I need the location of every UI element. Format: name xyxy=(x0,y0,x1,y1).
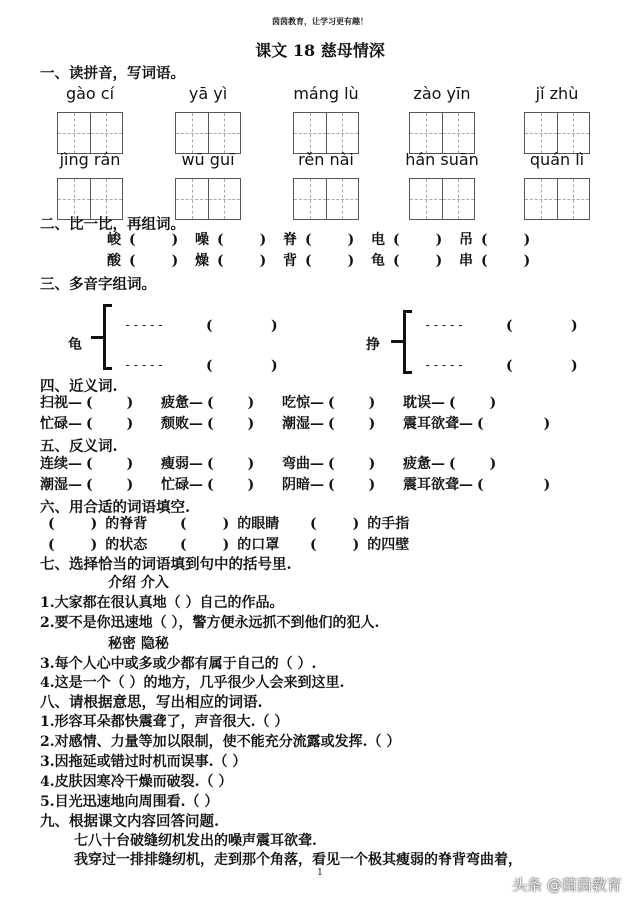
definition-item: 1.形容耳朵都快震聋了，声音很大.（ ） xyxy=(40,714,289,730)
word-item xyxy=(282,394,375,412)
close-paren: ) xyxy=(543,416,551,432)
close-paren: ) xyxy=(489,456,497,472)
writing-cell[interactable] xyxy=(58,113,91,153)
open-paren: ( xyxy=(206,358,213,374)
passage-line-2: 我穿过一排排缝纫机，走到那个角落，看见一个极其瘦弱的脊背弯曲着， xyxy=(74,852,522,868)
open-paren: ( xyxy=(180,537,187,553)
compare-char: 串 xyxy=(459,253,473,269)
writing-cell[interactable] xyxy=(327,113,359,153)
answer-blank: ----- xyxy=(124,318,166,332)
word-prompt: 瘦弱— xyxy=(161,456,203,472)
section-9-heading: 九、根据课文内容回答问题. xyxy=(40,813,220,830)
word-item xyxy=(403,455,496,473)
word-prompt: 震耳欲聋— xyxy=(403,477,473,493)
word-prompt: 疲惫— xyxy=(403,456,445,472)
close-paren: ) xyxy=(368,395,376,411)
passage-line-1: 七八十台破缝纫机发出的噪声震耳欲聋. xyxy=(74,833,317,849)
word-prompt: 忙碌— xyxy=(161,477,203,493)
word-prompt: 耽误— xyxy=(403,395,445,411)
writing-box[interactable] xyxy=(524,112,590,154)
section-7-heading: 七、选择恰当的词语填到句中的括号里. xyxy=(40,556,292,573)
compare-char: 酸 xyxy=(107,253,121,269)
pinyin-label: hán suān xyxy=(405,150,479,169)
open-paren: ( xyxy=(393,232,400,248)
writing-box[interactable] xyxy=(524,178,590,220)
open-paren: ( xyxy=(206,318,213,334)
pinyin-label: quán lì xyxy=(529,150,585,169)
open-paren: ( xyxy=(86,395,93,411)
open-paren: ( xyxy=(477,416,484,432)
pinyin-label: wū guī xyxy=(181,150,235,169)
fill-item xyxy=(48,536,147,554)
section-8-heading: 八、请根据意思，写出相应的词语. xyxy=(40,694,263,711)
close-paren: ) xyxy=(247,477,255,493)
pinyin-label: zào yīn xyxy=(413,84,471,103)
writing-box[interactable] xyxy=(409,112,475,154)
choice-words-1: 介绍 介入 xyxy=(108,575,169,591)
close-paren: ) xyxy=(171,232,179,248)
writing-cell[interactable] xyxy=(176,113,209,153)
open-paren: ( xyxy=(86,456,93,472)
open-paren: ( xyxy=(481,253,488,269)
section-2-heading: 二、比一比，再组词。 xyxy=(40,216,185,233)
open-paren: ( xyxy=(86,416,93,432)
answer-blank: ----- xyxy=(124,358,166,372)
fill-phrase: 的手指 xyxy=(367,516,410,532)
compare-item xyxy=(107,231,178,249)
writing-cell[interactable] xyxy=(443,113,475,153)
open-paren: ( xyxy=(207,477,214,493)
fill-phrase: 的口罩 xyxy=(237,537,280,553)
close-paren: ) xyxy=(347,232,355,248)
question-7-2: 2.要不是你迅速地（ ），警方便永远抓不到他们的犯人. xyxy=(40,615,380,631)
section-6-heading: 六、用合适的词语填空. xyxy=(40,499,191,516)
word-prompt: 潮湿— xyxy=(282,416,324,432)
word-item xyxy=(282,455,375,473)
open-paren: ( xyxy=(48,537,55,553)
close-paren: ) xyxy=(352,537,360,553)
writing-cell[interactable] xyxy=(209,179,241,219)
open-paren: ( xyxy=(449,395,456,411)
word-item xyxy=(161,455,254,473)
open-paren: ( xyxy=(310,516,317,532)
open-paren: ( xyxy=(310,537,317,553)
close-paren: ) xyxy=(368,456,376,472)
word-prompt: 潮湿— xyxy=(40,477,82,493)
writing-cell[interactable] xyxy=(525,179,558,219)
open-paren: ( xyxy=(305,232,312,248)
word-item xyxy=(161,394,254,412)
open-paren: ( xyxy=(328,416,335,432)
open-paren: ( xyxy=(129,253,136,269)
close-paren: ) xyxy=(368,416,376,432)
polyphone-char: 龟 xyxy=(68,337,82,353)
compare-item xyxy=(459,252,530,270)
open-paren: ( xyxy=(477,477,484,493)
close-paren: ) xyxy=(489,395,497,411)
fill-item xyxy=(180,515,279,533)
close-paren: ) xyxy=(222,516,230,532)
fill-item xyxy=(180,536,279,554)
fill-item xyxy=(310,536,409,554)
compare-char: 背 xyxy=(283,253,297,269)
section-4-heading: 四、近义词. xyxy=(40,378,118,395)
close-paren: ) xyxy=(543,477,551,493)
compare-char: 燥 xyxy=(195,253,209,269)
compare-item xyxy=(107,252,178,270)
close-paren: ) xyxy=(126,456,134,472)
fill-phrase: 的脊背 xyxy=(105,516,148,532)
compare-item xyxy=(283,252,354,270)
fill-phrase: 的眼睛 xyxy=(237,516,280,532)
open-paren: ( xyxy=(305,253,312,269)
writing-box[interactable] xyxy=(409,178,475,220)
word-item xyxy=(40,455,133,473)
definition-item: 4.皮肤因寒冷干燥而破裂.（ ） xyxy=(40,774,233,790)
pinyin-label: yā yì xyxy=(188,84,228,103)
open-paren: ( xyxy=(48,516,55,532)
bracket xyxy=(103,304,112,370)
writing-box[interactable] xyxy=(293,112,359,154)
compare-item xyxy=(283,231,354,249)
bracket-stub xyxy=(91,336,103,339)
close-paren: ) xyxy=(271,358,278,374)
close-paren: ) xyxy=(435,232,443,248)
compare-char: 吊 xyxy=(459,232,473,248)
word-item xyxy=(403,394,496,412)
close-paren: ) xyxy=(259,253,267,269)
polyphone-char: 挣 xyxy=(366,337,380,353)
close-paren: ) xyxy=(368,477,376,493)
compare-char: 电 xyxy=(371,232,385,248)
close-paren: ) xyxy=(571,358,578,374)
question-7-1: 1.大家都在很认真地（ ）自己的作品。 xyxy=(40,595,284,611)
close-paren: ) xyxy=(259,232,267,248)
word-item xyxy=(282,476,375,494)
pinyin-label: máng lù xyxy=(293,84,359,103)
open-paren: ( xyxy=(449,456,456,472)
writing-cell[interactable] xyxy=(209,113,241,153)
word-prompt: 忙碌— xyxy=(40,416,82,432)
compare-item xyxy=(195,231,266,249)
fill-phrase: 的状态 xyxy=(105,537,148,553)
answer-blank: ----- xyxy=(424,318,466,332)
open-paren: ( xyxy=(481,232,488,248)
fill-item xyxy=(48,515,147,533)
open-paren: ( xyxy=(129,232,136,248)
open-paren: ( xyxy=(217,253,224,269)
bracket xyxy=(403,310,412,374)
close-paren: ) xyxy=(90,537,98,553)
close-paren: ) xyxy=(171,253,179,269)
writing-cell[interactable] xyxy=(294,113,327,153)
definition-item: 2.对感情、力量等加以限制，使不能充分流露或发挥.（ ） xyxy=(40,734,401,750)
section-3-heading: 三、多音字组词。 xyxy=(40,276,156,293)
close-paren: ) xyxy=(271,318,278,334)
close-paren: ) xyxy=(222,537,230,553)
close-paren: ) xyxy=(126,416,134,432)
word-item xyxy=(40,394,133,412)
page-number: 1 xyxy=(317,868,323,878)
close-paren: ) xyxy=(352,516,360,532)
open-paren: ( xyxy=(506,318,513,334)
word-prompt: 扫视— xyxy=(40,395,82,411)
open-paren: ( xyxy=(328,395,335,411)
page-header: 茵茵教育，让学习更有趣！ xyxy=(272,16,368,26)
pinyin-label: rěn nài xyxy=(298,150,354,169)
compare-char: 峻 xyxy=(107,232,121,248)
close-paren: ) xyxy=(571,318,578,334)
open-paren: ( xyxy=(86,477,93,493)
close-paren: ) xyxy=(523,232,531,248)
compare-item xyxy=(371,231,442,249)
watermark: 头条 @茵茵教育 xyxy=(512,876,622,894)
compare-item xyxy=(371,252,442,270)
pinyin-label: gào cí xyxy=(65,84,115,103)
word-item xyxy=(282,415,375,433)
close-paren: ) xyxy=(435,253,443,269)
word-item xyxy=(403,476,550,494)
open-paren: ( xyxy=(506,358,513,374)
writing-cell[interactable] xyxy=(558,113,590,153)
compare-char: 脊 xyxy=(283,232,297,248)
writing-cell[interactable] xyxy=(443,179,475,219)
writing-cell[interactable] xyxy=(558,179,590,219)
writing-cell[interactable] xyxy=(327,179,359,219)
page-title: 课文 18 慈母情深 xyxy=(255,41,385,60)
pinyin-label: jìng rán xyxy=(59,150,121,169)
compare-item xyxy=(459,231,530,249)
open-paren: ( xyxy=(328,456,335,472)
writing-cell[interactable] xyxy=(410,179,443,219)
word-prompt: 连续— xyxy=(40,456,82,472)
word-prompt: 震耳欲聋— xyxy=(403,416,473,432)
open-paren: ( xyxy=(328,477,335,493)
word-prompt: 吃惊— xyxy=(282,395,324,411)
answer-blank: ----- xyxy=(424,358,466,372)
open-paren: ( xyxy=(393,253,400,269)
word-item xyxy=(161,415,254,433)
writing-box[interactable] xyxy=(175,112,241,154)
close-paren: ) xyxy=(126,477,134,493)
question-7-3: 3.每个人心中或多或少都有属于自己的（ ）. xyxy=(40,656,317,672)
open-paren: ( xyxy=(207,395,214,411)
word-item xyxy=(40,415,133,433)
close-paren: ) xyxy=(247,395,255,411)
open-paren: ( xyxy=(180,516,187,532)
section-5-heading: 五、反义词. xyxy=(40,438,118,455)
fill-item xyxy=(310,515,409,533)
writing-cell[interactable] xyxy=(525,113,558,153)
compare-item xyxy=(195,252,266,270)
section-1-heading: 一、读拼音，写词语。 xyxy=(40,65,185,82)
question-7-4: 4.这是一个（ ）的地方，几乎很少人会来到这里. xyxy=(40,675,345,691)
open-paren: ( xyxy=(207,416,214,432)
close-paren: ) xyxy=(347,253,355,269)
compare-char: 龟 xyxy=(371,253,385,269)
word-prompt: 颓败— xyxy=(161,416,203,432)
close-paren: ) xyxy=(126,395,134,411)
bracket-stub xyxy=(391,340,403,343)
writing-cell[interactable] xyxy=(294,179,327,219)
close-paren: ) xyxy=(247,416,255,432)
open-paren: ( xyxy=(217,232,224,248)
pinyin-label: jǐ zhù xyxy=(535,84,579,103)
writing-box[interactable] xyxy=(293,178,359,220)
word-item xyxy=(161,476,254,494)
fill-phrase: 的四壁 xyxy=(367,537,410,553)
compare-char: 噪 xyxy=(195,232,209,248)
word-prompt: 疲惫— xyxy=(161,395,203,411)
definition-item: 3.因拖延或错过时机而误事.（ ） xyxy=(40,754,247,770)
close-paren: ) xyxy=(247,456,255,472)
open-paren: ( xyxy=(207,456,214,472)
close-paren: ) xyxy=(523,253,531,269)
word-item xyxy=(403,415,550,433)
writing-cell[interactable] xyxy=(91,113,123,153)
writing-box[interactable] xyxy=(57,112,123,154)
choice-words-2: 秘密 隐秘 xyxy=(108,636,169,652)
definition-item: 5.目光迅速地向周围看.（ ） xyxy=(40,794,219,810)
writing-cell[interactable] xyxy=(410,113,443,153)
word-prompt: 阴暗— xyxy=(282,477,324,493)
word-prompt: 弯曲— xyxy=(282,456,324,472)
close-paren: ) xyxy=(90,516,98,532)
word-item xyxy=(40,476,133,494)
